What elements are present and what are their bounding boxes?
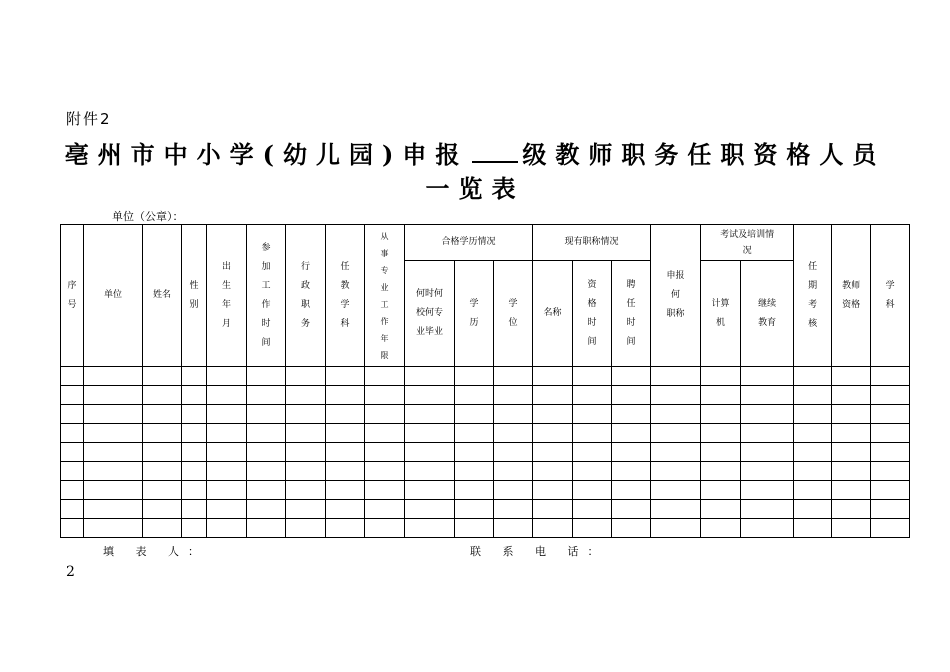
table-cell[interactable]: [326, 367, 365, 386]
table-cell[interactable]: [612, 500, 651, 519]
table-cell[interactable]: [794, 443, 832, 462]
table-cell[interactable]: [365, 367, 405, 386]
table-cell[interactable]: [494, 386, 533, 405]
table-cell[interactable]: [61, 481, 84, 500]
table-cell[interactable]: [182, 405, 207, 424]
table-cell[interactable]: [84, 481, 143, 500]
table-cell[interactable]: [494, 481, 533, 500]
table-cell[interactable]: [247, 424, 286, 443]
table-cell[interactable]: [247, 405, 286, 424]
attachment-label: 附件2: [66, 110, 112, 128]
table-cell[interactable]: [326, 386, 365, 405]
table-cell[interactable]: [61, 386, 84, 405]
table-cell[interactable]: [573, 519, 612, 538]
table-cell[interactable]: [701, 367, 741, 386]
table-cell[interactable]: [794, 367, 832, 386]
table-cell[interactable]: [832, 367, 871, 386]
table-cell[interactable]: [455, 424, 494, 443]
table-cell[interactable]: [143, 500, 182, 519]
table-cell[interactable]: [741, 481, 794, 500]
table-cell[interactable]: [84, 519, 143, 538]
table-cell[interactable]: [871, 443, 910, 462]
table-cell[interactable]: [143, 424, 182, 443]
table-row: [61, 500, 910, 519]
table-cell[interactable]: [455, 500, 494, 519]
table-cell[interactable]: [612, 481, 651, 500]
table-cell[interactable]: [494, 367, 533, 386]
table-cell[interactable]: [573, 462, 612, 481]
table-cell[interactable]: [701, 386, 741, 405]
table-cell[interactable]: [365, 481, 405, 500]
table-cell[interactable]: [365, 386, 405, 405]
table-cell[interactable]: [832, 443, 871, 462]
table-cell[interactable]: [741, 443, 794, 462]
table-cell[interactable]: [651, 519, 701, 538]
table-cell[interactable]: [651, 424, 701, 443]
table-cell[interactable]: [286, 462, 326, 481]
header-qualification-time: 资 格 时 间: [573, 261, 612, 367]
table-cell[interactable]: [286, 481, 326, 500]
title-part1: 亳州市中小学(幼儿园)申报: [64, 140, 469, 169]
table-header: [61, 225, 910, 367]
table-cell[interactable]: [455, 481, 494, 500]
table-cell[interactable]: [832, 500, 871, 519]
table-cell[interactable]: [533, 424, 573, 443]
table-cell[interactable]: [84, 424, 143, 443]
table-cell[interactable]: [247, 443, 286, 462]
table-cell[interactable]: [182, 500, 207, 519]
table-cell[interactable]: [365, 519, 405, 538]
table-cell[interactable]: [61, 519, 84, 538]
table-cell[interactable]: [573, 443, 612, 462]
header-subject: 学 科: [871, 225, 910, 367]
table-cell[interactable]: [741, 367, 794, 386]
table-cell[interactable]: [286, 386, 326, 405]
table-cell[interactable]: [741, 462, 794, 481]
header-education: 学 历: [455, 261, 494, 367]
table-cell[interactable]: [494, 462, 533, 481]
table-cell[interactable]: [286, 367, 326, 386]
table-cell[interactable]: [832, 462, 871, 481]
table-cell[interactable]: [533, 405, 573, 424]
table-cell[interactable]: [286, 424, 326, 443]
table-cell[interactable]: [871, 424, 910, 443]
table-cell[interactable]: [405, 519, 455, 538]
table-cell[interactable]: [84, 500, 143, 519]
table-cell[interactable]: [741, 500, 794, 519]
table-cell[interactable]: [405, 443, 455, 462]
table-cell[interactable]: [741, 386, 794, 405]
table-cell[interactable]: [143, 462, 182, 481]
table-cell[interactable]: [365, 424, 405, 443]
table-cell[interactable]: [247, 367, 286, 386]
table-row: [61, 386, 910, 405]
table-cell[interactable]: [701, 405, 741, 424]
table-cell[interactable]: [871, 367, 910, 386]
table-cell[interactable]: [651, 481, 701, 500]
table-cell[interactable]: [286, 519, 326, 538]
table-cell[interactable]: [533, 462, 573, 481]
table-cell[interactable]: [247, 462, 286, 481]
table-cell[interactable]: [832, 386, 871, 405]
table-cell[interactable]: [612, 386, 651, 405]
header-term-assessment: 任 期 考 核: [794, 225, 832, 367]
table-cell[interactable]: [871, 386, 910, 405]
table-cell[interactable]: [143, 443, 182, 462]
table-cell[interactable]: [61, 500, 84, 519]
table-cell[interactable]: [533, 500, 573, 519]
table-cell[interactable]: [651, 386, 701, 405]
table-cell[interactable]: [84, 386, 143, 405]
table-cell[interactable]: [365, 462, 405, 481]
table-cell[interactable]: [182, 367, 207, 386]
header-appointment-time: 聘 任 时 间: [612, 261, 651, 367]
table-cell[interactable]: [573, 500, 612, 519]
table-cell[interactable]: [871, 405, 910, 424]
header-applied-title: 申报 何 职称: [651, 225, 701, 367]
table-row: [61, 519, 910, 538]
table-cell[interactable]: [182, 386, 207, 405]
table-cell[interactable]: [182, 481, 207, 500]
table-cell[interactable]: [455, 443, 494, 462]
table-cell[interactable]: [405, 367, 455, 386]
table-cell[interactable]: [286, 443, 326, 462]
table-cell[interactable]: [794, 519, 832, 538]
table-cell[interactable]: [143, 405, 182, 424]
table-row: [61, 424, 910, 443]
table-cell[interactable]: [405, 500, 455, 519]
table-cell[interactable]: [247, 500, 286, 519]
table-row: [61, 481, 910, 500]
header-degree: 学 位: [494, 261, 533, 367]
header-continuing-ed: 继续 教育: [741, 261, 794, 367]
table-cell[interactable]: [701, 500, 741, 519]
header-computer: 计算 机: [701, 261, 741, 367]
header-title-name: 名称: [533, 261, 573, 367]
table-cell[interactable]: [207, 443, 247, 462]
title-blank-line: [472, 141, 518, 163]
table-cell[interactable]: [286, 405, 326, 424]
table-cell[interactable]: [701, 443, 741, 462]
table-cell[interactable]: [247, 481, 286, 500]
table-cell[interactable]: [182, 462, 207, 481]
table-cell[interactable]: [794, 424, 832, 443]
table-cell[interactable]: [61, 424, 84, 443]
table-cell[interactable]: [832, 424, 871, 443]
table-cell[interactable]: [326, 424, 365, 443]
table-cell[interactable]: [533, 519, 573, 538]
table-cell[interactable]: [84, 443, 143, 462]
header-gender: 性 别: [182, 225, 207, 367]
table-row: [61, 367, 910, 386]
table-cell[interactable]: [455, 462, 494, 481]
unit-seal-label: 单位（公章）：: [112, 210, 184, 223]
table-cell[interactable]: [651, 500, 701, 519]
table-cell[interactable]: [405, 481, 455, 500]
table-cell[interactable]: [832, 519, 871, 538]
table-cell[interactable]: [182, 443, 207, 462]
table-cell[interactable]: [533, 481, 573, 500]
header-birth: 出 生 年 月: [207, 225, 247, 367]
table-cell[interactable]: [365, 405, 405, 424]
table-cell[interactable]: [741, 519, 794, 538]
table-cell[interactable]: [533, 367, 573, 386]
table-cell[interactable]: [247, 519, 286, 538]
header-teacher-qualification: 教师 资格: [832, 225, 871, 367]
table-cell[interactable]: [871, 462, 910, 481]
table-cell[interactable]: [573, 367, 612, 386]
table-cell[interactable]: [832, 481, 871, 500]
table-cell[interactable]: [612, 424, 651, 443]
table-cell[interactable]: [871, 481, 910, 500]
applicant-table: [60, 224, 910, 538]
table-cell[interactable]: [651, 405, 701, 424]
table-cell[interactable]: [405, 424, 455, 443]
table-cell[interactable]: [573, 405, 612, 424]
table-cell[interactable]: [612, 462, 651, 481]
table-cell[interactable]: [84, 462, 143, 481]
table-cell[interactable]: [207, 386, 247, 405]
table-cell[interactable]: [326, 519, 365, 538]
table-cell[interactable]: [573, 386, 612, 405]
table-cell[interactable]: [143, 481, 182, 500]
table-cell[interactable]: [533, 386, 573, 405]
table-cell[interactable]: [365, 443, 405, 462]
table-row: [61, 405, 910, 424]
table-cell[interactable]: [182, 424, 207, 443]
table-cell[interactable]: [207, 367, 247, 386]
table-cell[interactable]: [701, 424, 741, 443]
header-work-start: 参 加 工 作 时 间: [247, 225, 286, 367]
table-cell[interactable]: [455, 367, 494, 386]
table-cell[interactable]: [612, 405, 651, 424]
table-cell[interactable]: [405, 405, 455, 424]
table-cell[interactable]: [871, 519, 910, 538]
table-cell[interactable]: [871, 500, 910, 519]
table-cell[interactable]: [701, 462, 741, 481]
header-name: 姓名: [143, 225, 182, 367]
table-cell[interactable]: [207, 462, 247, 481]
table-cell[interactable]: [207, 424, 247, 443]
phone-label: 联 系 电 话：: [470, 545, 608, 558]
table-cell[interactable]: [61, 367, 84, 386]
table-cell[interactable]: [365, 500, 405, 519]
header-exam-training: 考试及培训情 况: [701, 225, 794, 261]
header-years-in-field: 从 事 专 业 工 作 年 限: [365, 225, 405, 367]
header-current-title: 现有职称情况: [533, 225, 651, 261]
table-cell[interactable]: [61, 443, 84, 462]
table-cell[interactable]: [832, 405, 871, 424]
table-cell[interactable]: [182, 519, 207, 538]
document-title: [60, 138, 890, 206]
table-cell[interactable]: [701, 481, 741, 500]
table-cell[interactable]: [326, 500, 365, 519]
table-cell[interactable]: [61, 462, 84, 481]
table-cell[interactable]: [326, 462, 365, 481]
table-cell[interactable]: [84, 367, 143, 386]
table-cell[interactable]: [247, 386, 286, 405]
title-part2: 级教师职务任职资格人员一览表: [425, 140, 886, 203]
table-cell[interactable]: [61, 405, 84, 424]
table-cell[interactable]: [573, 424, 612, 443]
header-seq: 序 号: [61, 225, 84, 367]
table-cell[interactable]: [612, 519, 651, 538]
table-cell[interactable]: [455, 519, 494, 538]
header-admin-post: 行 政 职 务: [286, 225, 326, 367]
header-unit: 单位: [84, 225, 143, 367]
table-cell[interactable]: [794, 462, 832, 481]
table-cell[interactable]: [326, 405, 365, 424]
table-cell[interactable]: [494, 443, 533, 462]
table-cell[interactable]: [494, 424, 533, 443]
table-cell[interactable]: [651, 462, 701, 481]
table-cell[interactable]: [612, 443, 651, 462]
table-cell[interactable]: [701, 519, 741, 538]
filler-label: 填 表 人：: [103, 545, 208, 558]
table-cell[interactable]: [794, 481, 832, 500]
table-cell[interactable]: [286, 500, 326, 519]
table-cell[interactable]: [143, 519, 182, 538]
table-cell[interactable]: [573, 481, 612, 500]
table-cell[interactable]: [651, 443, 701, 462]
table-cell[interactable]: [455, 386, 494, 405]
table-cell[interactable]: [143, 367, 182, 386]
table-cell[interactable]: [326, 481, 365, 500]
table-cell[interactable]: [741, 405, 794, 424]
table-body: [61, 367, 910, 538]
header-qualified-education: 合格学历情况: [405, 225, 533, 261]
table-cell[interactable]: [494, 519, 533, 538]
header-subject-taught: 任 教 学 科: [326, 225, 365, 367]
table-cell[interactable]: [741, 424, 794, 443]
table-cell[interactable]: [207, 405, 247, 424]
table-cell[interactable]: [326, 443, 365, 462]
table-cell[interactable]: [405, 386, 455, 405]
table-cell[interactable]: [207, 481, 247, 500]
table-cell[interactable]: [494, 500, 533, 519]
table-cell[interactable]: [207, 500, 247, 519]
table-cell[interactable]: [794, 386, 832, 405]
table-cell[interactable]: [533, 443, 573, 462]
table-cell[interactable]: [84, 405, 143, 424]
header-when-where: 何时何 校何专 业毕业: [405, 261, 455, 367]
table-cell[interactable]: [207, 519, 247, 538]
table-row: [61, 462, 910, 481]
table-row: [61, 443, 910, 462]
table-cell[interactable]: [794, 405, 832, 424]
table-cell[interactable]: [455, 405, 494, 424]
table-cell[interactable]: [405, 462, 455, 481]
table-cell[interactable]: [494, 405, 533, 424]
table-cell[interactable]: [651, 367, 701, 386]
table-cell[interactable]: [612, 367, 651, 386]
page-number: 2: [66, 564, 75, 580]
table-cell[interactable]: [143, 386, 182, 405]
table-cell[interactable]: [794, 500, 832, 519]
